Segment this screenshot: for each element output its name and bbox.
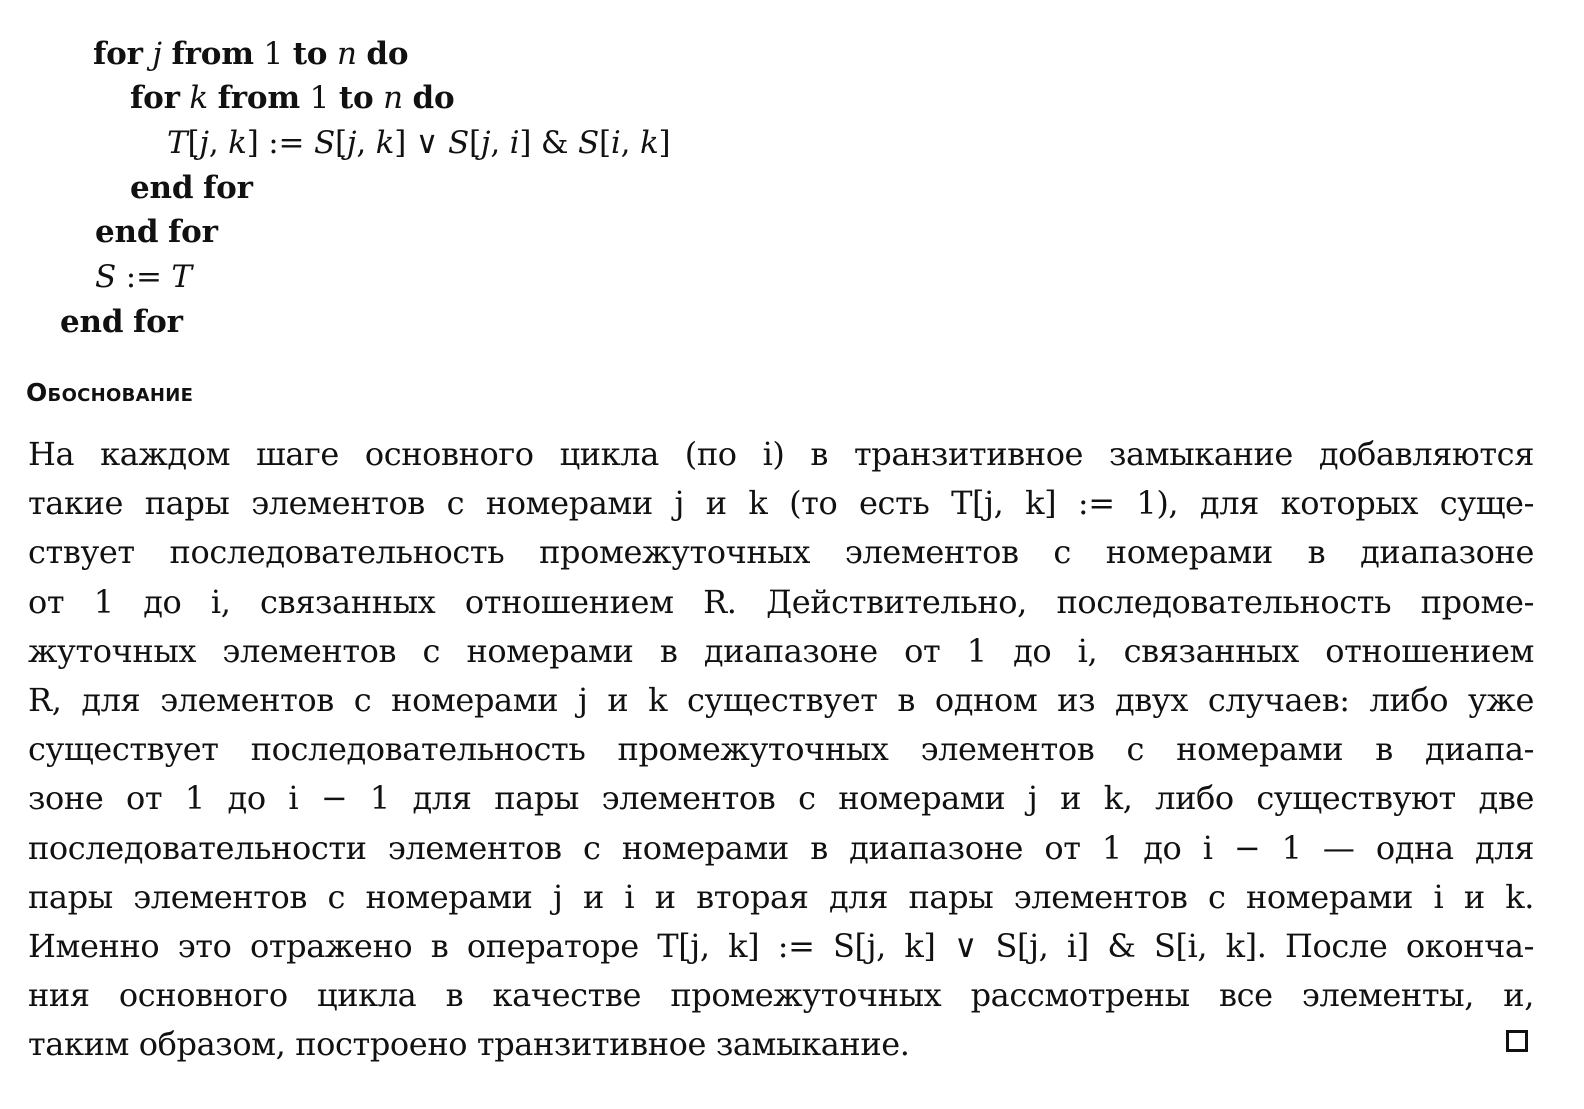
code-line: S := T <box>95 259 192 295</box>
paragraph-line: зоне от 1 до i − 1 для пары элементов с номерами j и k, либо существуют две <box>28 779 1534 818</box>
code-line: end for <box>95 214 218 250</box>
proof-paragraph <box>28 430 1534 1069</box>
paragraph-line: ния основного цикла в качестве промежуточных рассмотрены все элементы, и, <box>28 976 1534 1015</box>
paragraph-line: последовательности элементов с номерами в диапазоне от 1 до i − 1 — одна для <box>28 828 1534 867</box>
code-line: for k from 1 to n do <box>130 80 455 116</box>
paragraph-line: существует последовательность промежуточных элементов с номерами в диапа- <box>28 730 1534 769</box>
code-line: end for <box>60 304 183 340</box>
paragraph-line: ствует последовательность промежуточных элементов с номерами в диапазоне <box>28 533 1534 572</box>
code-line: for j from 1 to n do <box>93 36 409 72</box>
end-of-proof-icon <box>1506 1030 1528 1052</box>
paragraph-line: от 1 до i, связанных отношением R. Действительно, последовательность проме- <box>28 582 1534 621</box>
code-line: T[j, k] := S[j, k] ∨ S[j, i] & S[i, k] <box>167 125 671 161</box>
section-heading: Обоснование <box>26 378 194 407</box>
paragraph-line: жуточных элементов с номерами в диапазоне от 1 до i, связанных отношением <box>28 631 1534 670</box>
paragraph-line: такие пары элементов с номерами j и k (то есть T[j, k] := 1), для которых суще- <box>28 484 1534 523</box>
paragraph-line: R, для элементов с номерами j и k существует в одном из двух случаев: либо уже <box>28 680 1534 719</box>
paragraph-line: Именно это отражено в операторе T[j, k] := S[j, k] ∨ S[j, i] & S[i, k]. После оконча- <box>28 926 1534 965</box>
paragraph-line: На каждом шаге основного цикла (по i) в транзитивное замыкание добавляются <box>28 435 1534 473</box>
paragraph-line: таким образом, построено транзитивное замыкание. <box>28 1025 910 1064</box>
paragraph-line: пары элементов с номерами j и i и вторая для пары элементов с номерами i и k. <box>28 877 1534 916</box>
algorithm-code <box>0 0 1584 360</box>
code-line: end for <box>130 170 253 206</box>
